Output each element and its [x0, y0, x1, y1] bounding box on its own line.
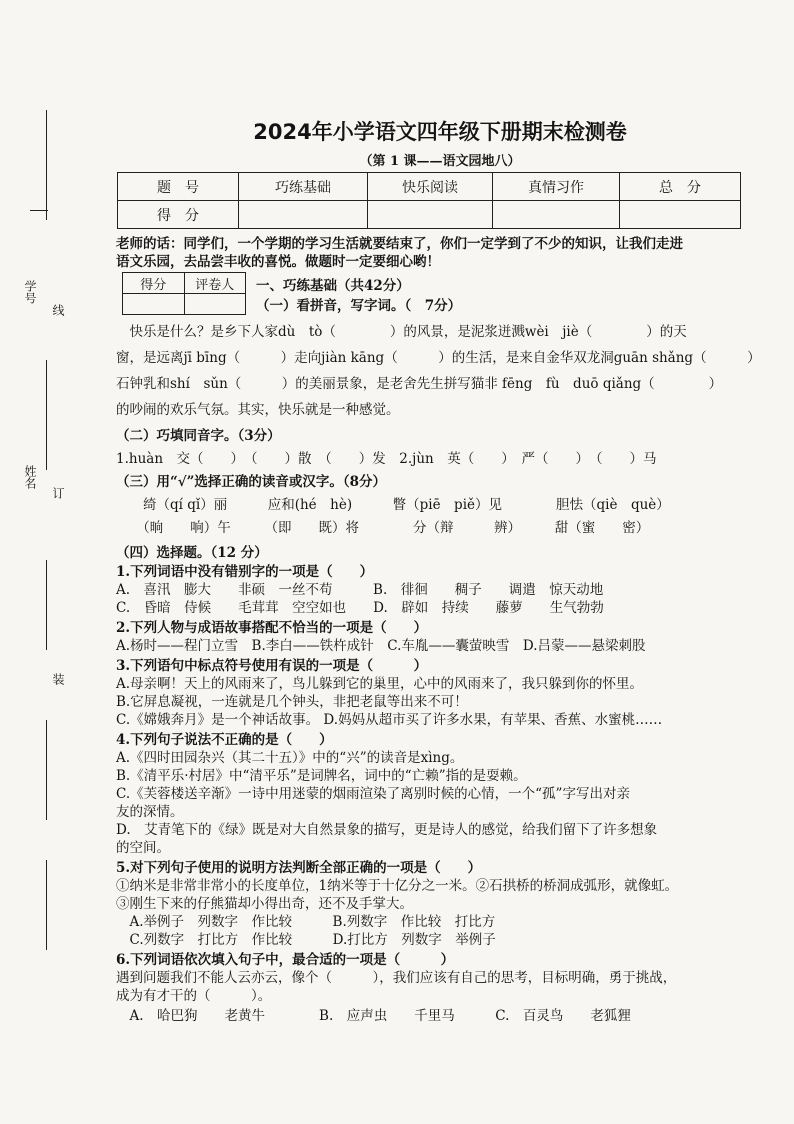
score-table-cell: 题 号: [118, 173, 239, 201]
margin-tick: [30, 210, 48, 211]
mc-option: A. 哈巴狗 老黄牛 B. 应声虫 千里马 C. 百灵鸟 老狐狸: [116, 1008, 631, 1024]
mc-question: 5.对下列句子使用的说明方法判断全部正确的一项是（ ）: [116, 860, 482, 876]
mc-option: ①纳米是非常非常小的长度单位，1纳米等于十亿分之一米。②石拱桥的桥洞成弧形，就像虹。: [116, 878, 679, 894]
score-input-cell[interactable]: [239, 201, 368, 229]
grader-table: [122, 272, 246, 315]
score-table: [117, 172, 741, 229]
mc-option: 友的深情。: [116, 804, 184, 820]
mc-option: D. 艾青笔下的《绿》既是对大自然景象的描写，更是诗人的感觉，给我们留下了许多想象: [116, 822, 658, 838]
question-line: （晌 响）午 （即 既）将 分（辩 辨） 甜（蜜 密）: [116, 520, 650, 536]
grader-name-cell[interactable]: [184, 294, 246, 315]
margin-line: [46, 360, 47, 470]
score-table-cell: 得 分: [118, 201, 239, 229]
question-title: （二）巧填同音字。（3分）: [116, 428, 281, 444]
mc-option: C.《嫦娥奔月》是一个神话故事。 D.妈妈从超市买了许多水果，有苹果、香蕉、水蜜桃……: [116, 712, 663, 728]
score-table-header-row: [118, 173, 741, 201]
grader-score-label: 得分: [123, 273, 185, 294]
mc-option: A. 喜汛 膨大 非硕 一丝不苟 B. 徘徊 稠子 调遣 惊天动地: [116, 582, 604, 598]
mc-option: A.举例子 列数字 作比较 B.列数字 作比较 打比方: [116, 914, 496, 930]
mc-option: 遇到问题我们不能人云亦云，像个（ ），我们应该有自己的思考，目标明确，勇于挑战，: [116, 970, 677, 986]
score-table-cell: 快乐阅读: [368, 173, 493, 201]
mc-option: A.《四时田园杂兴（其二十五）》中的“兴”的读音是xìng。: [116, 750, 464, 766]
score-table-cell: 真情习作: [493, 173, 620, 201]
section-title: 一、巧练基础（共42分）: [256, 278, 410, 294]
teacher-note-line: 老师的话：同学们，一个学期的学习生活就要结束了，你们一定学到了不少的知识，让我们走进: [116, 236, 683, 252]
mc-option: 的空间。: [116, 840, 170, 856]
score-table-cell: 总 分: [620, 173, 741, 201]
mc-question: 6.下列词语依次填入句子中，最合适的一项是（ ）: [116, 952, 455, 968]
passage-line: 石钟乳和shí sǔn（ ）的美丽景象，是老舍先生拼写猫非 fēng fù duō qiǎng（ ）: [116, 376, 723, 392]
mc-option: B.它屏息凝视，一连就是几个钟头，非把老鼠等出来不可！: [116, 694, 468, 710]
binding-margin: [0, 0, 70, 1124]
score-input-cell[interactable]: [620, 201, 741, 229]
grader-score-cell[interactable]: [123, 294, 185, 315]
question-title: （一）看拼音，写字词。（ 7分）: [256, 298, 462, 314]
score-input-cell[interactable]: [368, 201, 493, 229]
question-title: （四）选择题。（12 分）: [116, 545, 268, 561]
binding-mark: 装: [51, 673, 65, 685]
score-table-score-row: [118, 201, 741, 229]
mc-option: A.母亲啊！天上的风雨来了，鸟儿躲到它的巢里，心中的风雨来了，我只躲到你的怀里。: [116, 676, 644, 692]
student-id-label: 学号: [23, 280, 37, 304]
mc-option: B.《清平乐·村居》中“清平乐”是词牌名，词中的“亡赖”指的是耍赖。: [116, 768, 527, 784]
margin-line: [46, 560, 47, 650]
staple-mark: 订: [51, 487, 65, 499]
mc-question: 4.下列句子说法不正确的是（ ）: [116, 732, 333, 748]
mc-question: 1.下列词语中没有错别字的一项是（ ）: [116, 564, 374, 580]
passage-line: 窗，是远离jī bīng（ ）走向jiàn kāng（ ）的生活，是来自金华双龙洞guān shǎng（ ）: [116, 350, 761, 366]
question-line: 绮（qí qǐ）丽 应和(hé hè) 瞥（piē piě）见 胆怯（qiè què）: [116, 497, 670, 513]
question-line: 1.huàn 交（ ） （ ）散 （ ）发 2.jùn 英（ ） 严（ ） （ ）马: [116, 451, 657, 467]
page-subtitle: （第 1 课——语文园地八）: [359, 154, 521, 169]
mc-option: C.《芙蓉楼送辛渐》一诗中用迷蒙的烟雨渲染了离别时候的心情，一个“孤”字写出对亲: [116, 786, 630, 802]
page-title: 2024年小学语文四年级下册期末检测卷: [253, 120, 627, 144]
mc-option: 成为有才干的（ ）。: [116, 988, 272, 1004]
cut-line-mark: 线: [51, 304, 65, 316]
score-input-cell[interactable]: [493, 201, 620, 229]
mc-option: C.列数字 打比方 作比较 D.打比方 列数字 举例子: [116, 932, 496, 948]
mc-question: 2.下列人物与成语故事搭配不恰当的一项是（ ）: [116, 620, 428, 636]
passage-line: 快乐是什么？是乡下人家dù tò（ ）的风景，是泥浆迸溅wèi jiè（ ）的天: [116, 324, 687, 340]
mc-option: A.杨时——程门立雪 B.李白——铁杵成针 C.车胤——囊萤映雪 D.吕蒙——悬梁刺股: [116, 638, 646, 654]
mc-question: 3.下列语句中标点符号使用有误的一项是（ ）: [116, 658, 428, 674]
margin-line: [46, 110, 47, 220]
grader-name-label: 评卷人: [184, 273, 246, 294]
passage-line: 的吵闹的欢乐气氛。其实，快乐就是一种感觉。: [116, 402, 400, 418]
mc-option: ③刚生下来的仔熊猫却小得出奇，还不及手掌大。: [116, 896, 413, 912]
name-label: 姓名: [23, 465, 37, 489]
mc-option: C. 昏暗 侍候 毛茸茸 空空如也 D. 辟如 持续 藤萝 生气勃勃: [116, 600, 604, 616]
margin-line: [46, 720, 47, 820]
teacher-note-line: 语文乐园，去品尝丰收的喜悦。做题时一定要细心哟！: [116, 254, 440, 270]
margin-line: [46, 860, 47, 950]
score-table-cell: 巧练基础: [239, 173, 368, 201]
question-title: （三）用“√”选择正确的读音或汉字。（8分）: [116, 474, 387, 490]
